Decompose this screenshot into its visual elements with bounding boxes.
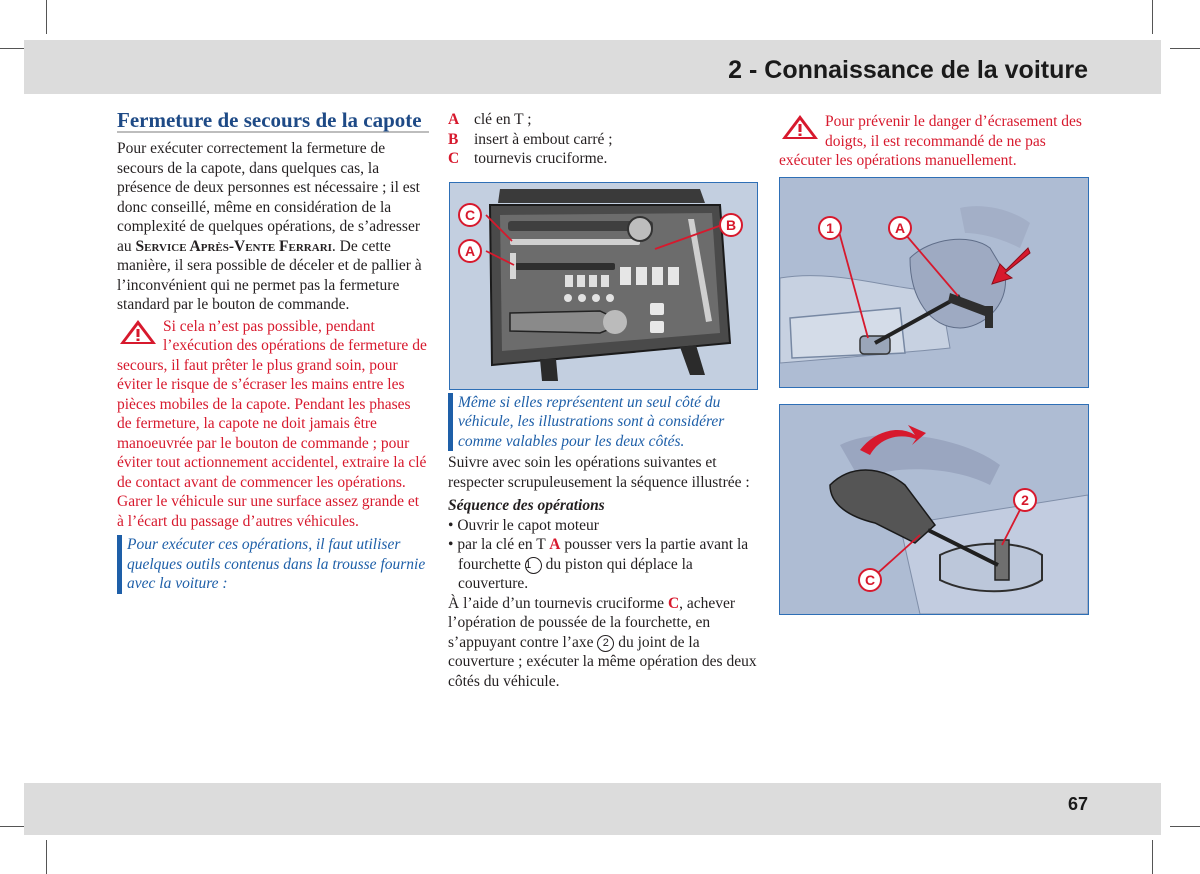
warning-text: Pour prévenir le danger d’écrasement des doigts, il est recommandé de ne pas exécuter les opérations manuellement.: [779, 113, 1082, 169]
note-block: Même si elles représentent un seul côté du véhicule, les illustrations sont à considérer comme valables pour les deux côtés.: [448, 393, 760, 452]
toolkit-illustration: [450, 183, 757, 389]
tool-letter: C: [667, 594, 680, 612]
section-title: Fermeture de secours de la capote: [117, 110, 429, 133]
crop-mark: [46, 0, 47, 34]
crop-mark: [1170, 826, 1200, 827]
warning-triangle-icon: [781, 114, 819, 140]
footer-band: [24, 783, 1161, 835]
crop-mark: [1152, 840, 1153, 874]
figure-label: B: [725, 217, 737, 233]
warning-block: [779, 112, 1089, 171]
toolkit-figure: [449, 182, 758, 390]
legend-text: clé en T ;: [474, 111, 532, 128]
legend-item: [448, 149, 760, 169]
final-paragraph: [448, 594, 760, 692]
crop-mark: [1170, 48, 1200, 49]
page-number: 67: [1067, 794, 1088, 814]
legend-letter: A: [448, 111, 460, 128]
final-text: , achever l’opération de poussée de la fourchette, en s’appuyant contre l’axe: [448, 594, 736, 651]
step-item: • Ouvrir le capot moteur: [448, 516, 599, 534]
tool-letter: A: [549, 536, 561, 553]
screwdriver-illustration: [780, 405, 1088, 614]
figure-label: C: [864, 572, 876, 588]
step-text: Ouvrir le capot moteur: [457, 516, 599, 534]
figure-label: 1: [826, 220, 834, 236]
legend-text: insert à embout carré ;: [474, 130, 613, 148]
step-item: • par la clé en T A pousser vers la partie avant la fourchette 1 du piston qui déplace la couverture.: [448, 536, 749, 592]
intro-text-end: . De cette manière, il sera possible de déceler et de pallier à l’inconvénient qui ne permet pas la fermeture standard par le bouton de commande.: [117, 237, 422, 313]
column-left: [117, 110, 429, 596]
crop-mark: [46, 840, 47, 874]
sequence-title: Séquence des opérations: [448, 497, 605, 514]
service-name: Service Après-Vente Ferrari: [135, 237, 332, 255]
legend-text: tournevis cruciforme.: [474, 150, 608, 167]
step-text: pousser vers la partie avant la fourchette: [458, 536, 749, 573]
step-text: par la clé en T: [457, 536, 546, 553]
column-right: [779, 110, 1089, 171]
figure-label: 2: [1021, 492, 1029, 508]
legend-item: [448, 110, 760, 130]
intro-text: Pour exécuter correctement la fermeture de secours de la capote, dans quelques cas, la présence de deux personnes est nécessaire ; il est donc conseillé, même en considération de la complexité de quelques opérations, de s’adresser au: [117, 140, 421, 255]
figure-label: A: [464, 243, 476, 259]
chapter-title: 2 - Connaissance de la voiture: [728, 56, 1088, 84]
step-text: du piston qui déplace la couverture.: [458, 555, 693, 592]
follow-text: Suivre avec soin les opérations suivantes et respecter scrupuleusement la séquence illustrée :: [448, 454, 750, 491]
figure-label: C: [464, 207, 476, 223]
warning-triangle-icon: [119, 319, 157, 345]
callout-number: 1: [525, 557, 542, 574]
warning-text: Si cela n’est pas possible, pendant l’exécution des opérations de fermeture de secours, il faut prêter le plus grand soin, pour éviter le risque de s’écraser les mains entre les pièces mobiles de la capote. Pendant les phases de fermeture, la capote ne doit jamais être manoeuvrée par le bouton de commande ; pour éviter tout actionnement accidentel, extraire la clé de contact avant de commencer les opérations. Garer le véhicule sur une surface assez grande et à l’écart du passage d’autres véhicules.: [117, 317, 427, 530]
legend-item: [448, 130, 760, 150]
legend-letter: C: [448, 150, 460, 167]
t-key-figure: [779, 177, 1089, 388]
legend-letter: B: [448, 130, 459, 148]
warning-block: [117, 317, 429, 532]
callout-number: 2: [597, 635, 614, 652]
note-block: Pour exécuter ces opérations, il faut utiliser quelques outils contenus dans la trousse fournie avec la voiture :: [117, 535, 429, 594]
final-text: À l’aide d’un tournevis cruciforme: [448, 594, 665, 612]
t-key-illustration: [780, 178, 1088, 387]
crop-mark: [1152, 0, 1153, 34]
screwdriver-figure: [779, 404, 1089, 615]
final-text: du joint de la couverture ; exécuter la même opération des deux côtés du véhicule.: [448, 633, 757, 690]
intro-paragraph: [117, 139, 429, 315]
figure-label: A: [894, 220, 906, 236]
